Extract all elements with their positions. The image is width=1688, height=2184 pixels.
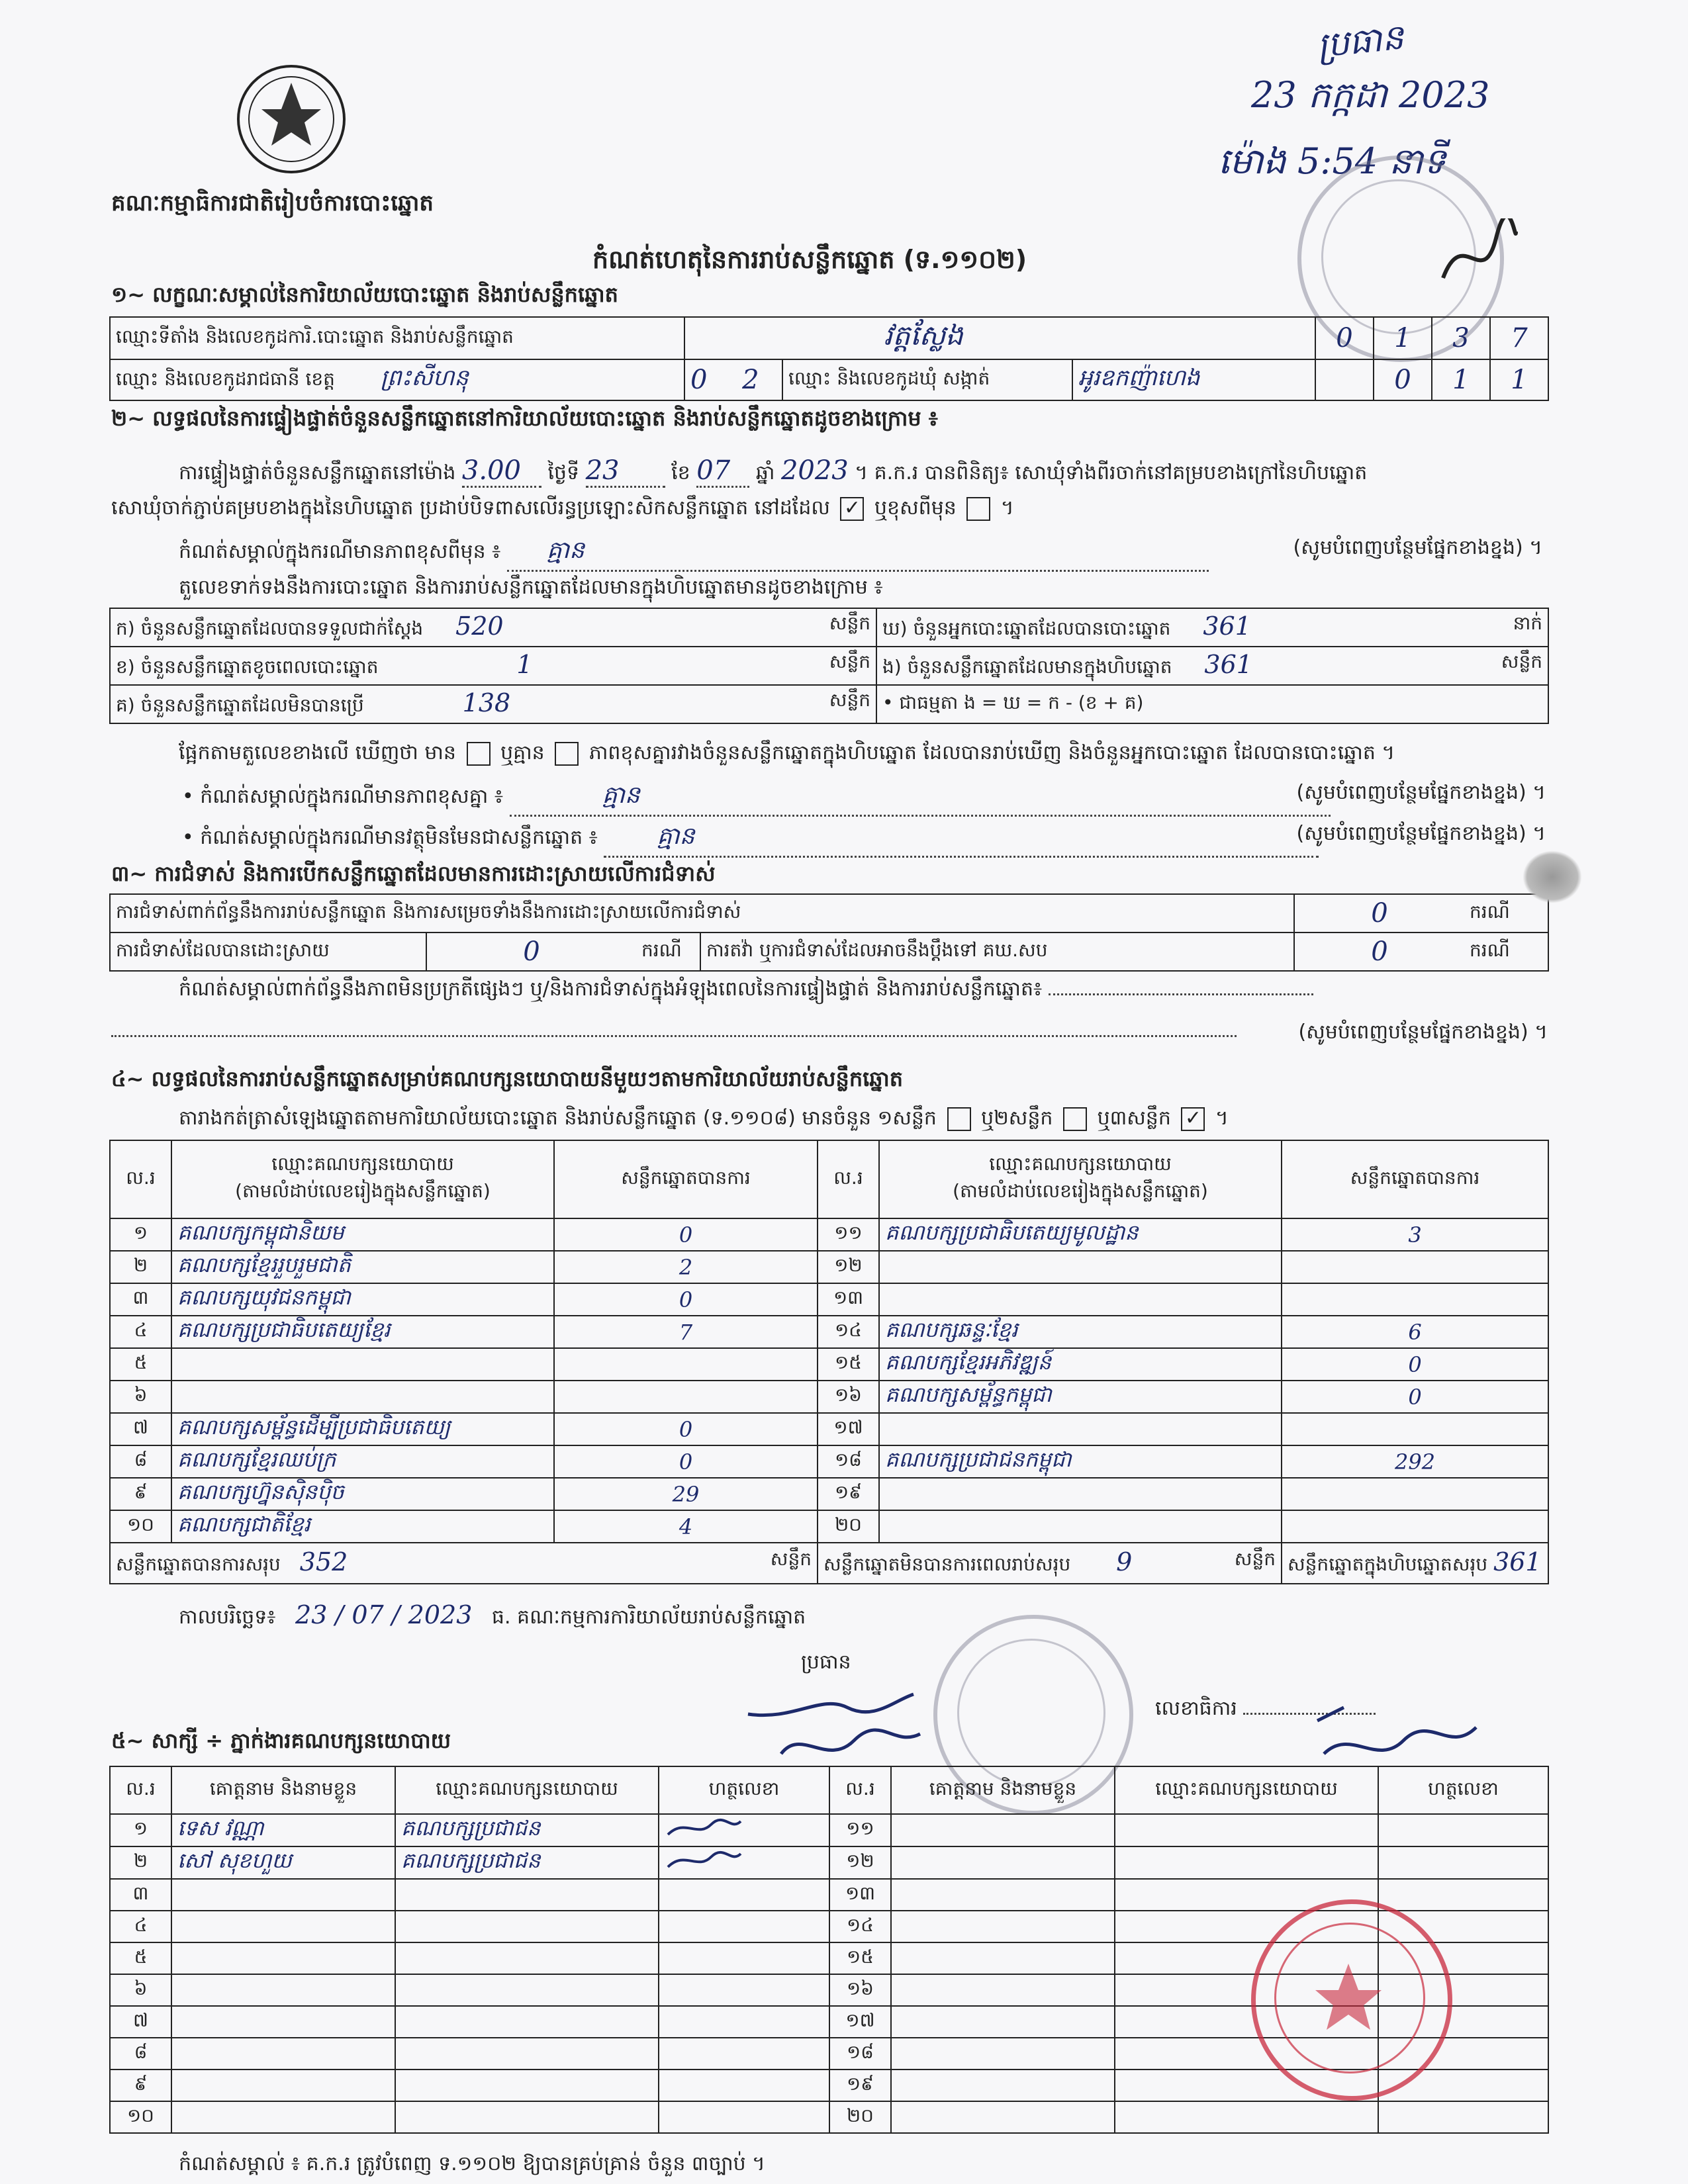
col-party-left-sub: (តាមលំដាប់លេខរៀងក្នុងសន្លឹកឆ្នោត) xyxy=(235,1180,491,1202)
result-party: គណបក្សខ្មែរអភិវឌ្ឍន៍ xyxy=(879,1348,1282,1381)
witness-no: ១៥ xyxy=(829,1942,891,1974)
total-valid-value: 352 xyxy=(299,1547,348,1576)
w-col-name-left: គោត្តនាម និងនាមខ្លួន xyxy=(171,1766,395,1814)
ink-smudge xyxy=(1523,850,1582,903)
objection-total-value: 0 xyxy=(1294,894,1464,933)
figure-k-unit: សន្លឹក xyxy=(829,612,870,634)
results-totals xyxy=(110,1543,1548,1584)
col-party-left-title: ឈ្មោះគណបក្សនយោបាយ xyxy=(271,1153,454,1175)
witness-party xyxy=(395,1911,659,1942)
table-row xyxy=(110,1218,1548,1251)
witness-party xyxy=(1115,1814,1378,1846)
station-label: ឈ្មោះទីតាំង និងលេខកូដការិ.បោះឆ្នោត និងរាប់សន្លឹកឆ្នោត xyxy=(110,317,684,359)
w-col-party-right: ឈ្មោះគណបក្សនយោបាយ xyxy=(1115,1766,1378,1814)
witness-name xyxy=(171,2038,395,2070)
verify-month-label: ខែ xyxy=(671,461,690,484)
change-note-value: គ្មាន xyxy=(507,535,1209,572)
verify-line xyxy=(179,455,1367,489)
witness-signature xyxy=(659,2006,829,2038)
tally-sheet-intro: តារាងកត់ត្រាសំឡេងឆ្នោតតាមការិយាល័យបោះឆ្នោត និងរាប់សន្លឹកឆ្នោត (ទ.១១០៨) មានចំនួន ១សន្លឹក xyxy=(179,1107,937,1130)
compare-text: ភាពខុសគ្នារវាងចំនួនសន្លឹកឆ្នោតក្នុងហិបឆ្នោត ដែលបានរាប់ឃើញ និងចំនួនអ្នកបោះឆ្នោត ដែលបានបោះឆ្នោត ។ xyxy=(588,741,1395,764)
bullet1-line xyxy=(182,780,1546,817)
secretary-label: លេខាធិការ xyxy=(1155,1697,1237,1720)
objection-note-dots xyxy=(111,1035,1237,1037)
verify-text: ។ គ.ក.រ បានពិនិត្យ៖ សោឃុំទាំងពីរចាក់នៅគម្របខាងក្រៅនៃហិបឆ្នោត xyxy=(855,461,1368,484)
table-row xyxy=(110,1510,1548,1543)
bullet2-fill: (សូមបំពេញបន្ថែមផ្នែកខាងខ្នង) ។ xyxy=(1296,822,1546,845)
col-party-right-sub: (តាមលំដាប់លេខរៀងក្នុងសន្លឹកឆ្នោត) xyxy=(953,1180,1208,1202)
figure-g-value: 138 xyxy=(462,688,511,717)
witness-signature xyxy=(659,2038,829,2070)
result-party xyxy=(879,1251,1282,1283)
witness-party xyxy=(395,2006,659,2038)
witness-name xyxy=(891,1879,1115,1911)
witness-signature xyxy=(659,1911,829,1942)
seal-text: សោឃុំចាក់ភ្ជាប់គម្របខាងក្នុងនៃហិបឆ្នោត ប្រដាប់បិទពាសលើរន្ធប្រឡោះសិកសន្លឹកឆ្នោត នៅដដែល xyxy=(111,496,830,520)
result-votes: 0 xyxy=(554,1218,818,1251)
witness-no: ២ xyxy=(110,1846,171,1879)
witness-no: ២០ xyxy=(829,2101,891,2133)
table-row xyxy=(110,1348,1548,1381)
witness-signature xyxy=(659,2101,829,2133)
result-no: ១៨ xyxy=(818,1445,879,1478)
president-label: ប្រធាន xyxy=(801,1651,851,1674)
result-party xyxy=(879,1283,1282,1316)
result-votes xyxy=(1282,1478,1548,1510)
table-row xyxy=(110,1316,1548,1348)
figure-ng-value: 361 xyxy=(1204,649,1252,679)
figure-kh-label: ខ) ចំនួនសន្លឹកឆ្នោតខូចពេលបោះឆ្នោត xyxy=(116,655,379,678)
result-votes: 0 xyxy=(554,1283,818,1316)
witness-no: ៣ xyxy=(110,1879,171,1911)
verify-month: 07 xyxy=(696,455,749,488)
witness-signature xyxy=(659,1879,829,1911)
witness-name: ទេស វណ្ណា xyxy=(171,1814,395,1846)
objection-note-line1 xyxy=(1049,993,1313,995)
verify-time-label: ការផ្ទៀងផ្ទាត់ចំនួនសន្លឹកឆ្នោតនៅម៉ោង xyxy=(179,461,456,484)
witness-party: គណបក្សប្រជាជន xyxy=(395,1846,659,1879)
witness-name xyxy=(891,1911,1115,1942)
bullet1-value: គ្មាន xyxy=(510,780,1331,817)
section1-table xyxy=(109,316,1549,401)
result-party xyxy=(879,1478,1282,1510)
figures-table xyxy=(109,608,1549,724)
total-valid-label: សន្លឹកឆ្នោតបានការសរុប xyxy=(116,1553,281,1575)
total-box-label: សន្លឹកឆ្នោតក្នុងហិបឆ្នោតសរុប xyxy=(1288,1553,1488,1575)
witness-signature xyxy=(1378,1814,1548,1846)
result-votes: 0 xyxy=(554,1413,818,1445)
org-name: គណៈកម្មាធិការជាតិរៀបចំការបោះឆ្នោត xyxy=(111,190,434,216)
result-no: ១១ xyxy=(818,1218,879,1251)
section5-heading: ៥~ សាក្សី ÷ ភ្នាក់ងារគណបក្សនយោបាយ xyxy=(111,1728,451,1753)
result-party: គណបក្សឆន្ទៈខ្មែរ xyxy=(879,1316,1282,1348)
w-col-sign-left: ហត្ថលេខា xyxy=(659,1766,829,1814)
footnote: កំណត់សម្គាល់ ៖ គ.ក.រ ត្រូវបំពេញ ទ.១១០២ ឱ្យបានគ្រប់គ្រាន់ ចំនួន ៣ច្បាប់ ។ xyxy=(179,2152,765,2175)
section4-heading: ៤~ លទ្ធផលនៃការរាប់សន្លឹកឆ្នោតសម្រាប់គណបក្សនយោបាយនីមួយៗតាមការិយាល័យរាប់សន្លឹកឆ្នោត xyxy=(111,1066,904,1091)
province-cell xyxy=(110,359,684,400)
difference-no-checkbox[interactable] xyxy=(555,742,579,766)
objection-appeal-unit: ករណី xyxy=(1464,933,1548,971)
result-votes xyxy=(1282,1510,1548,1543)
witness-signature xyxy=(1378,1879,1548,1911)
total-invalid-value: 9 xyxy=(1116,1547,1133,1576)
witness-name xyxy=(891,1846,1115,1879)
objection-note-label: កំណត់សម្គាល់ពាក់ព័ន្ធនឹងភាពមិនប្រក្រតីផ្សេងៗ ឬ/និងការជំទាស់ក្នុងអំឡុងពេលនៃការផ្ទៀងផ្ទាត់ និងការរាប់សន្លឹកឆ្នោត៖ xyxy=(179,978,1043,1001)
objection-resolved-unit: ករណី xyxy=(636,933,700,971)
province-value: ព្រះសីហនុ xyxy=(380,365,469,391)
emblem-logo xyxy=(235,63,348,175)
difference-yes-checkbox[interactable] xyxy=(467,742,491,766)
witness-no: ៤ xyxy=(110,1911,171,1942)
result-votes: 2 xyxy=(554,1251,818,1283)
committee-label: ធ. គណៈកម្មការការិយាល័យរាប់សន្លឹកឆ្នោត xyxy=(491,1606,806,1629)
commune-value: អូរឧកញ៉ាហេង xyxy=(1072,359,1315,400)
witness-signature xyxy=(659,1814,829,1846)
change-note-line xyxy=(179,535,1542,572)
verify-year: 2023 xyxy=(780,455,849,486)
section3-heading: ៣~ ការជំទាស់ និងការបើកសន្លឹកឆ្នោតដែលមានការដោះស្រាយលើការជំទាស់ xyxy=(111,861,716,886)
changed-label: ឬខុសពីមុន xyxy=(874,496,957,520)
results-header xyxy=(110,1140,1548,1218)
intact-checkbox[interactable]: ✓ xyxy=(840,497,864,521)
witness-name xyxy=(891,2070,1115,2101)
objection-appeal-label: ការតវ៉ា ឬការជំទាស់ដែលអាចនឹងប្តឹងទៅ គឃ.សប xyxy=(700,933,1294,971)
commune-label: ឈ្មោះ និងលេខកូដឃុំ សង្កាត់ xyxy=(782,359,1072,400)
date-line xyxy=(179,1600,806,1633)
result-party: គណបក្សខ្មែរឈប់ក្រ xyxy=(171,1445,554,1478)
objection-resolved-value: 0 xyxy=(426,933,636,971)
table-row xyxy=(110,1814,1548,1846)
witness-name xyxy=(891,2101,1115,2133)
result-votes: 6 xyxy=(1282,1316,1548,1348)
date-value: 23 / 07 / 2023 xyxy=(295,1600,473,1629)
table-row xyxy=(110,1251,1548,1283)
witness-party xyxy=(395,2038,659,2070)
figure-k xyxy=(110,608,876,647)
total-valid-cell xyxy=(110,1543,818,1584)
result-no: ១ xyxy=(110,1218,171,1251)
bullet1-fill: (សូមបំពេញបន្ថែមផ្នែកខាងខ្នង) ។ xyxy=(1296,781,1546,804)
result-no: ១៤ xyxy=(818,1316,879,1348)
witness-no: ១៩ xyxy=(829,2070,891,2101)
result-party: គណបក្សហ្វ៊ុនស៊ិនប៉ិច xyxy=(171,1478,554,1510)
result-no: ៧ xyxy=(110,1413,171,1445)
result-votes: 0 xyxy=(554,1445,818,1478)
table-row xyxy=(110,1283,1548,1316)
compare-label: ផ្អែកតាមតួលេខខាងលើ ឃើញថា មាន xyxy=(179,741,456,764)
witness-no: ១៤ xyxy=(829,1911,891,1942)
witness-no: ១៣ xyxy=(829,1879,891,1911)
objection-note xyxy=(179,976,1549,1005)
tally-sheet-line: តារាងកត់ត្រាសំឡេងឆ្នោតតាមការិយាល័យបោះឆ្នោត និងរាប់សន្លឹកឆ្នោត (ទ.១១០៨) មានចំនួន ១សន្លឹក ឬ២សន្លឹក ឬ៣សន្លឹក ✓ ។ xyxy=(179,1106,1229,1130)
result-votes xyxy=(554,1348,818,1381)
station-code-4: 7 xyxy=(1490,317,1548,359)
total-valid-unit: សន្លឹក xyxy=(770,1547,812,1570)
result-no: ៥ xyxy=(110,1348,171,1381)
witness-no: ៩ xyxy=(110,2070,171,2101)
form-title: កំណត់ហេតុនៃការរាប់សន្លឹកឆ្នោត (ទ.១១០២) xyxy=(592,245,1027,274)
result-no: ១២ xyxy=(818,1251,879,1283)
col-party-right xyxy=(879,1140,1282,1218)
result-votes: 3 xyxy=(1282,1218,1548,1251)
witness-name xyxy=(171,2070,395,2101)
result-votes: 4 xyxy=(554,1510,818,1543)
commune-code-2: 1 xyxy=(1432,359,1490,400)
secretary-signature xyxy=(1304,1681,1503,1776)
province-code-cell xyxy=(684,359,782,400)
result-no: ១៧ xyxy=(818,1413,879,1445)
total-box-cell xyxy=(1282,1543,1548,1584)
figure-gh-value: 361 xyxy=(1203,611,1251,641)
total-invalid-label: សន្លឹកឆ្នោតមិនបានការពេលរាប់សរុប xyxy=(823,1553,1071,1575)
change-note-label: កំណត់សម្គាល់ក្នុងករណីមានភាពខុសពីមុន ៖ xyxy=(179,540,501,563)
witness-name xyxy=(171,1879,395,1911)
result-no: ២០ xyxy=(818,1510,879,1543)
objection-total-unit: ករណី xyxy=(1464,894,1548,933)
table-row xyxy=(110,1846,1548,1879)
result-votes xyxy=(1282,1283,1548,1316)
figure-g-label: គ) ចំនួនសន្លឹកឆ្នោតដែលមិនបានប្រើ xyxy=(116,694,364,716)
witness-name xyxy=(891,1814,1115,1846)
objection-note-fill: (សូមបំពេញបន្ថែមផ្នែកខាងខ្នង) ។ xyxy=(1298,1021,1548,1044)
col-no-right: ល.រ xyxy=(818,1140,879,1218)
station-code-3: 3 xyxy=(1432,317,1490,359)
sheet2-checkbox[interactable] xyxy=(1063,1107,1087,1131)
witness-name xyxy=(891,2006,1115,2038)
result-party xyxy=(879,1510,1282,1543)
objection-total-label: ការជំទាស់ពាក់ព័ន្ធនឹងការរាប់សន្លឹកឆ្នោត និងការសម្រេចទាំងនឹងការដោះស្រាយលើការជំទាស់ xyxy=(110,894,1294,933)
witness-name xyxy=(891,2038,1115,2070)
result-party xyxy=(879,1413,1282,1445)
witness-party xyxy=(395,1942,659,1974)
figure-g xyxy=(110,685,876,723)
figure-gh-label: ឃ) ចំនួនអ្នកបោះឆ្នោតដែលបានបោះឆ្នោត xyxy=(882,617,1171,639)
result-no: ២ xyxy=(110,1251,171,1283)
figure-g-unit: សន្លឹក xyxy=(829,688,870,711)
result-no: ១៦ xyxy=(818,1381,879,1413)
witness-no: ១៧ xyxy=(829,2006,891,2038)
witness-signature xyxy=(659,1846,829,1879)
result-no: ១៩ xyxy=(818,1478,879,1510)
total-invalid-cell xyxy=(818,1543,1282,1584)
president-signature xyxy=(741,1681,940,1776)
witness-signature xyxy=(659,1974,829,2006)
figures-intro: តួលេខទាក់ទងនឹងការបោះឆ្នោត និងការរាប់សន្លឹកឆ្នោតដែលមានក្នុងហិបឆ្នោតមានដូចខាងក្រោម ៖ xyxy=(179,576,883,599)
station-code-2: 1 xyxy=(1374,317,1432,359)
witness-signature xyxy=(659,1942,829,1974)
top-signature xyxy=(1436,218,1523,294)
witness-no: ១ xyxy=(110,1814,171,1846)
date-label: កាលបរិច្ឆេទ៖ xyxy=(179,1606,276,1629)
witness-name: សៅ សុខហួយ xyxy=(171,1846,395,1879)
col-votes-right: សន្លឹកឆ្នោតបានការ xyxy=(1282,1140,1548,1218)
witness-signature xyxy=(1378,1846,1548,1879)
witness-no: ១៨ xyxy=(829,2038,891,2070)
result-no: ១៣ xyxy=(818,1283,879,1316)
station-value: វត្តស្លែង xyxy=(684,317,1315,359)
witness-party xyxy=(1115,2101,1378,2133)
result-no: ៦ xyxy=(110,1381,171,1413)
verify-day: 23 xyxy=(586,455,665,488)
change-note-fill: (សូមបំពេញបន្ថែមផ្នែកខាងខ្នង) ។ xyxy=(1293,536,1542,559)
result-votes: 0 xyxy=(1282,1348,1548,1381)
result-votes: 0 xyxy=(1282,1381,1548,1413)
witness-no: ១៦ xyxy=(829,1974,891,2006)
result-votes: 292 xyxy=(1282,1445,1548,1478)
w-col-no-right: ល.រ xyxy=(829,1766,891,1814)
commune-code-1: 0 xyxy=(1374,359,1432,400)
figure-gh-unit: នាក់ xyxy=(1513,612,1542,634)
w-col-no-left: ល.រ xyxy=(110,1766,171,1814)
bullet2-label: • កំណត់សម្គាល់ក្នុងករណីមានវត្ថុមិនមែនជាសន្លឹកឆ្នោត ៖ xyxy=(182,826,598,849)
result-votes xyxy=(554,1381,818,1413)
total-box-value: 361 xyxy=(1493,1547,1542,1576)
witness-party xyxy=(395,1879,659,1911)
witness-name xyxy=(171,1974,395,2006)
sheet3-label: ឬ៣សន្លឹក xyxy=(1097,1107,1171,1130)
changed-checkbox[interactable] xyxy=(966,497,990,521)
figure-kh-value: 1 xyxy=(516,649,533,679)
result-party: គណបក្សកម្ពុជានិយម xyxy=(171,1218,554,1251)
result-party: គណបក្សសម្ព័ន្ធដើម្បីប្រជាធិបតេយ្យ xyxy=(171,1413,554,1445)
witness-name xyxy=(891,1942,1115,1974)
result-no: ៨ xyxy=(110,1445,171,1478)
result-votes: 29 xyxy=(554,1478,818,1510)
figure-ng xyxy=(876,647,1548,685)
witness-no: ៨ xyxy=(110,2038,171,2070)
commune-code-3: 1 xyxy=(1490,359,1548,400)
result-party: គណបក្សប្រជាធិបតេយ្យខ្មែរ xyxy=(171,1316,554,1348)
witness-name xyxy=(171,1911,395,1942)
witness-signature xyxy=(1378,2101,1548,2133)
witness-party: គណបក្សប្រជាជន xyxy=(395,1814,659,1846)
figure-kh-unit: សន្លឹក xyxy=(829,650,870,672)
commune-code-blank xyxy=(1315,359,1374,400)
witness-party xyxy=(1115,1846,1378,1879)
witness-header xyxy=(110,1766,1548,1814)
figure-kh xyxy=(110,647,876,685)
figure-ng-label: ង) ចំនួនសន្លឹកឆ្នោតដែលមានក្នុងហិបឆ្នោត xyxy=(882,655,1172,678)
witness-party xyxy=(395,2070,659,2101)
witness-no: ១១ xyxy=(829,1814,891,1846)
col-votes-left: សន្លឹកឆ្នោតបានការ xyxy=(554,1140,818,1218)
table-row xyxy=(110,1381,1548,1413)
witness-party xyxy=(395,2101,659,2133)
formula: • ជាធម្មតា ង = ឃ = ក - (ខ + គ) xyxy=(876,685,1548,723)
table-row xyxy=(110,1413,1548,1445)
witness-name xyxy=(171,1942,395,1974)
handwritten-dept: ប្រធាន xyxy=(1315,17,1406,66)
section1-heading: ១~ លក្ខណៈសម្គាល់នៃការិយាល័យបោះឆ្នោត និងរាប់សន្លឹកឆ្នោត xyxy=(111,282,618,307)
witness-party xyxy=(395,1974,659,2006)
province-code-1: 0 xyxy=(690,365,708,395)
witness-no: ៦ xyxy=(110,1974,171,2006)
total-invalid-unit: សន្លឹក xyxy=(1234,1547,1276,1570)
result-votes xyxy=(1282,1251,1548,1283)
bullet2-line xyxy=(182,821,1546,858)
col-party-left xyxy=(171,1140,554,1218)
bullet2-value: គ្មាន xyxy=(604,821,1319,858)
handwritten-time: ម៉ោង 5:54 នាទី xyxy=(1218,140,1446,182)
section2-heading: ២~ លទ្ធផលនៃការផ្ទៀងផ្ទាត់ចំនួនសន្លឹកឆ្នោតនៅការិយាល័យបោះឆ្នោត និងរាប់សន្លឹកឆ្នោតដូចខាងក្រោម ៖ xyxy=(111,406,938,431)
handwritten-date: 23 កក្កដា 2023 xyxy=(1251,74,1490,116)
figure-k-label: ក) ចំនួនសន្លឹកឆ្នោតដែលបានទទួលជាក់ស្តែង xyxy=(116,617,424,639)
province-code-2: 2 xyxy=(742,365,759,395)
result-party: គណបក្សប្រជាជនកម្ពុជា xyxy=(879,1445,1282,1478)
figure-ng-unit: សន្លឹក xyxy=(1501,650,1542,672)
result-party: គណបក្សខ្មែររួបរួមជាតិ xyxy=(171,1251,554,1283)
result-no: ៩ xyxy=(110,1478,171,1510)
figure-k-value: 520 xyxy=(455,611,504,641)
table-row xyxy=(110,2101,1548,2133)
objection-resolved-label: ការជំទាស់ដែលបានដោះស្រាយ xyxy=(110,933,426,971)
bullet1-label: • កំណត់សម្គាល់ក្នុងករណីមានភាពខុសគ្នា ៖ xyxy=(182,785,504,808)
witness-name xyxy=(891,1974,1115,2006)
result-party: គណបក្សយុវជនកម្ពុជា xyxy=(171,1283,554,1316)
result-no: ១០ xyxy=(110,1510,171,1543)
result-no: ៤ xyxy=(110,1316,171,1348)
witness-no: ៧ xyxy=(110,2006,171,2038)
result-party: គណបក្សសម្ព័ន្ធកម្ពុជា xyxy=(879,1381,1282,1413)
sheet3-checkbox[interactable]: ✓ xyxy=(1181,1107,1205,1131)
result-party xyxy=(171,1381,554,1413)
witness-name xyxy=(171,2006,395,2038)
figure-gh xyxy=(876,608,1548,647)
result-party xyxy=(171,1348,554,1381)
result-no: ៣ xyxy=(110,1283,171,1316)
result-no: ១៥ xyxy=(818,1348,879,1381)
seal-line: សោឃុំចាក់ភ្ជាប់គម្របខាងក្នុងនៃហិបឆ្នោត ប្រដាប់បិទពាសលើរន្ធប្រឡោះសិកសន្លឹកឆ្នោត នៅដដែល ✓ ឬខុសពីមុន ។ xyxy=(111,496,1014,520)
w-col-party-left: ឈ្មោះគណបក្សនយោបាយ xyxy=(395,1766,659,1814)
red-seal-stamp xyxy=(1251,1899,1452,2101)
witness-no: ១២ xyxy=(829,1846,891,1879)
col-party-right-title: ឈ្មោះគណបក្សនយោបាយ xyxy=(989,1153,1172,1175)
objections-table xyxy=(109,893,1549,972)
w-col-sign-right: ហត្ថលេខា xyxy=(1378,1766,1548,1814)
verify-day-label: ថ្ងៃទី xyxy=(547,461,580,484)
province-label: ឈ្មោះ និងលេខកូដរាជធានី ខេត្ត xyxy=(116,368,335,390)
result-votes: 7 xyxy=(554,1316,818,1348)
station-code-1: 0 xyxy=(1315,317,1374,359)
results-table xyxy=(109,1140,1549,1584)
result-votes xyxy=(1282,1413,1548,1445)
result-party: គណបក្សជាតិខ្មែរ xyxy=(171,1510,554,1543)
witness-no: ៥ xyxy=(110,1942,171,1974)
sheet2-label: ឬ២សន្លឹក xyxy=(981,1107,1053,1130)
witness-name xyxy=(171,2101,395,2133)
objection-appeal-value: 0 xyxy=(1294,933,1464,971)
witness-signature xyxy=(659,2070,829,2101)
table-row xyxy=(110,1478,1548,1510)
objection-note-line2 xyxy=(111,1019,1548,1042)
col-no-left: ល.រ xyxy=(110,1140,171,1218)
table-row xyxy=(110,1445,1548,1478)
witness-no: ១០ xyxy=(110,2101,171,2133)
w-col-name-right: គោត្តនាម និងនាមខ្លួន xyxy=(891,1766,1115,1814)
sheet1-checkbox[interactable] xyxy=(947,1107,971,1131)
compare-line xyxy=(179,740,1395,769)
verify-time: 3.00 xyxy=(462,455,541,488)
verify-year-label: ឆ្នាំ xyxy=(755,461,775,484)
difference-no-label: ឬគ្មាន xyxy=(500,741,545,764)
result-party: គណបក្សប្រជាធិបតេយ្យមូលដ្ឋាន xyxy=(879,1218,1282,1251)
